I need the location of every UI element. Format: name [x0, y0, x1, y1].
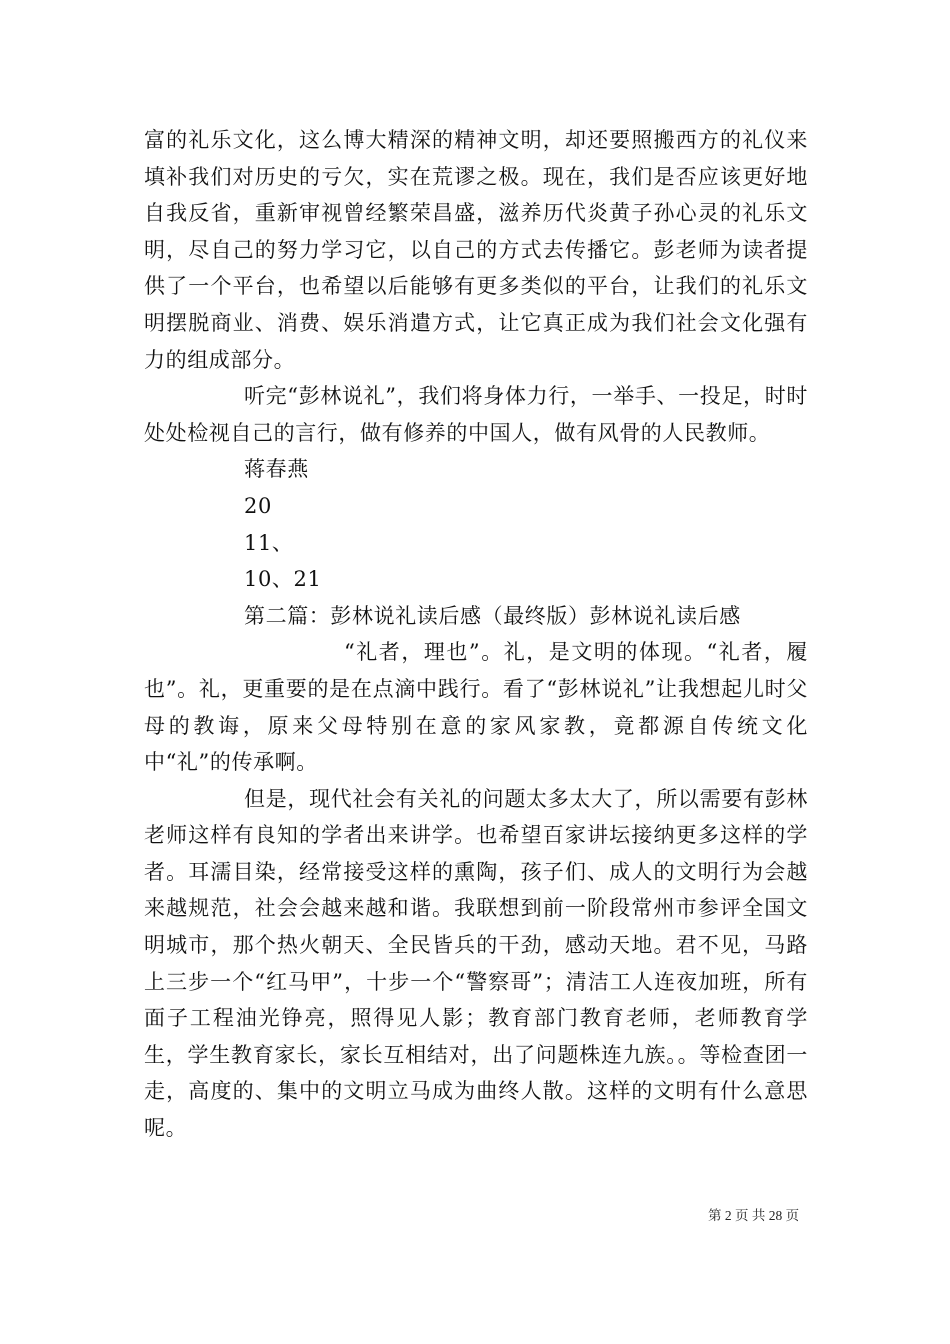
document-body	[144, 122, 808, 1147]
paragraph-li-definition: “礼者，理也”。礼，是文明的体现。“礼者，履也”。礼，更重要的是在点滴中践行。看了“彭林说礼”让我想起儿时父母的教诲，原来父母特别在意的家风家教，竟都源自传统文化中“礼”的传承啊。	[144, 640, 808, 775]
paragraph-conclusion: 听完“彭林说礼”，我们将身体力行，一举手、一投足，时时处处检视自己的言行，做有修养的中国人，做有风骨的人民教师。	[144, 384, 808, 445]
signature-date-day: 10、21	[244, 567, 322, 592]
signature-date-year: 20	[244, 493, 272, 518]
paragraph-modern-society: 但是，现代社会有关礼的问题太多太大了，所以需要有彭林老师这样有良知的学者出来讲学。也希望百家讲坛接纳更多这样的学者。耳濡目染，经常接受这样的熏陶，孩子们、成人的文明行为会越来越规范，社会会越来越和谐。我联想到前一阶段常州市参评全国文明城市，那个热火朝天、全民皆兵的干劲，感动天地。君不见，马路上三步一个“红马甲”，十步一个“警察哥”；清洁工人连夜加班，所有面子工程油光铮亮，照得见人影；教育部门教育老师，老师教育学生，学生教育家长，家长互相结对，出了问题株连九族。。等检查团一走，高度的、集中的文明立马成为曲终人散。这样的文明有什么意思呢。	[144, 786, 808, 1141]
section-heading: 第二篇：彭林说礼读后感（最终版）彭林说礼读后感	[244, 603, 741, 628]
page-number-footer: 第 2 页 共 28 页	[708, 1208, 800, 1223]
signature-name: 蒋春燕	[244, 457, 309, 482]
paragraph-intro-continued: 富的礼乐文化，这么博大精深的精神文明，却还要照搬西方的礼仪来填补我们对历史的亏欠，实在荒谬之极。现在，我们是否应该更好地自我反省，重新审视曾经繁荣昌盛，滋养历代炎黄子孙心灵的礼乐文明，尽自己的努力学习它，以自己的方式去传播它。彭老师为读者提供了一个平台，也希望以后能够有更多类似的平台，让我们的礼乐文明摆脱商业、消费、娱乐消遣方式，让它真正成为我们社会文化强有力的组成部分。	[144, 128, 808, 372]
signature-date-month: 11、	[244, 530, 294, 555]
